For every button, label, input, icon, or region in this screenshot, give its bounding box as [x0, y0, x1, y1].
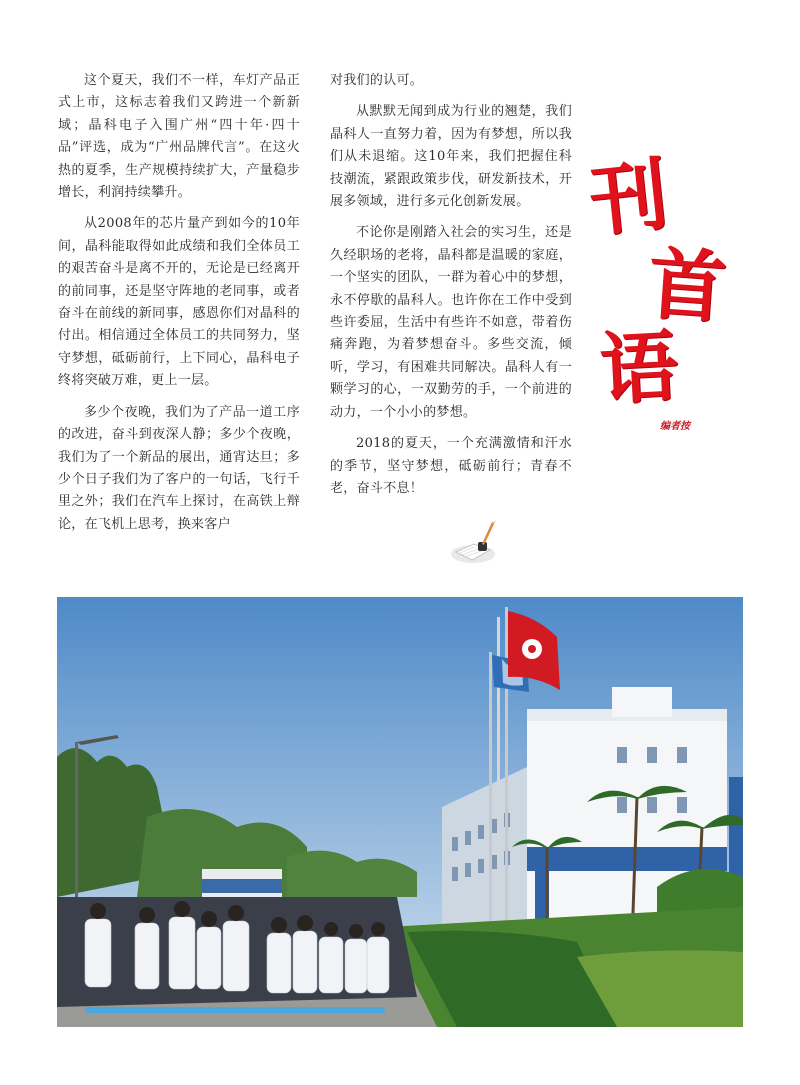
article-middle-column [330, 70, 572, 509]
quill-pen-icon [448, 520, 498, 566]
title-char-yu: 语 [597, 321, 681, 416]
paragraph: 从默默无闻到成为行业的翘楚，我们晶科人一直努力着，因为有梦想，所以我们从未退缩。这10年来，我们把握住科技潮流，紧跟政策步伐，研发新技术，开展多领域，进行多元化创新发展。 [330, 104, 572, 210]
flag-raising-photo [57, 597, 743, 1027]
paragraph: 这个夏天，我们不一样，车灯产品正式上市，这标志着我们又跨进一个新新域；晶科电子入围广州“四十年·四十品”评选，成为“广州品牌代言”。在这火热的夏季，生产规模持续扩大，产量稳步增长，利润持续攀升。 [58, 73, 300, 201]
paragraph: 从2008年的芯片量产到如今的10年间，晶科能取得如此成绩和我们全体员工的艰苦奋斗是离不开的，无论是已经离开的前同事，还是坚守阵地的老同事，或者奋斗在前线的新同事，感恩你们对晶科的付出。相信通过全体员工的共同努力，坚守梦想，砥砺前行，上下同心，晶科电子终将突破万难，更上一层。 [58, 216, 300, 389]
title-char-kan: 刊 [585, 149, 673, 248]
paragraph: 多少个夜晚，我们为了产品一道工序的改进，奋斗到夜深人静；多少个夜晚，我们为了一个新品的展出，通宵达旦；多少个日子我们为了客户的一句话，飞行千里之外；我们在汽车上探讨，在高铁上辩论，在飞机上思考，换来客户 [58, 404, 300, 532]
paragraph: 不论你是刚踏入社会的实习生，还是久经职场的老将，晶科都是温暖的家庭，一个坚实的团队，一群为着心中的梦想，永不停歇的晶科人。也许你在工作中受到些许委屈，生活中有些许不如意，带着伤痛奔跑，为着梦想奋斗。多些交流，倾听，学习，有困难共同解决。晶科人有一颗学习的心，一双勤劳的手，一个前进的动力，一个小小的梦想。 [330, 225, 572, 420]
paragraph-continuation: 对我们的认可。 [330, 73, 424, 88]
article-left-column [58, 70, 300, 545]
title-char-shou: 首 [644, 238, 730, 335]
paragraph: 2018的夏天，一个充满激情和汗水的季节，坚守梦想，砥砺前行；青春不老，奋斗不息！ [330, 436, 572, 496]
editor-note: 编者按 [660, 421, 690, 432]
